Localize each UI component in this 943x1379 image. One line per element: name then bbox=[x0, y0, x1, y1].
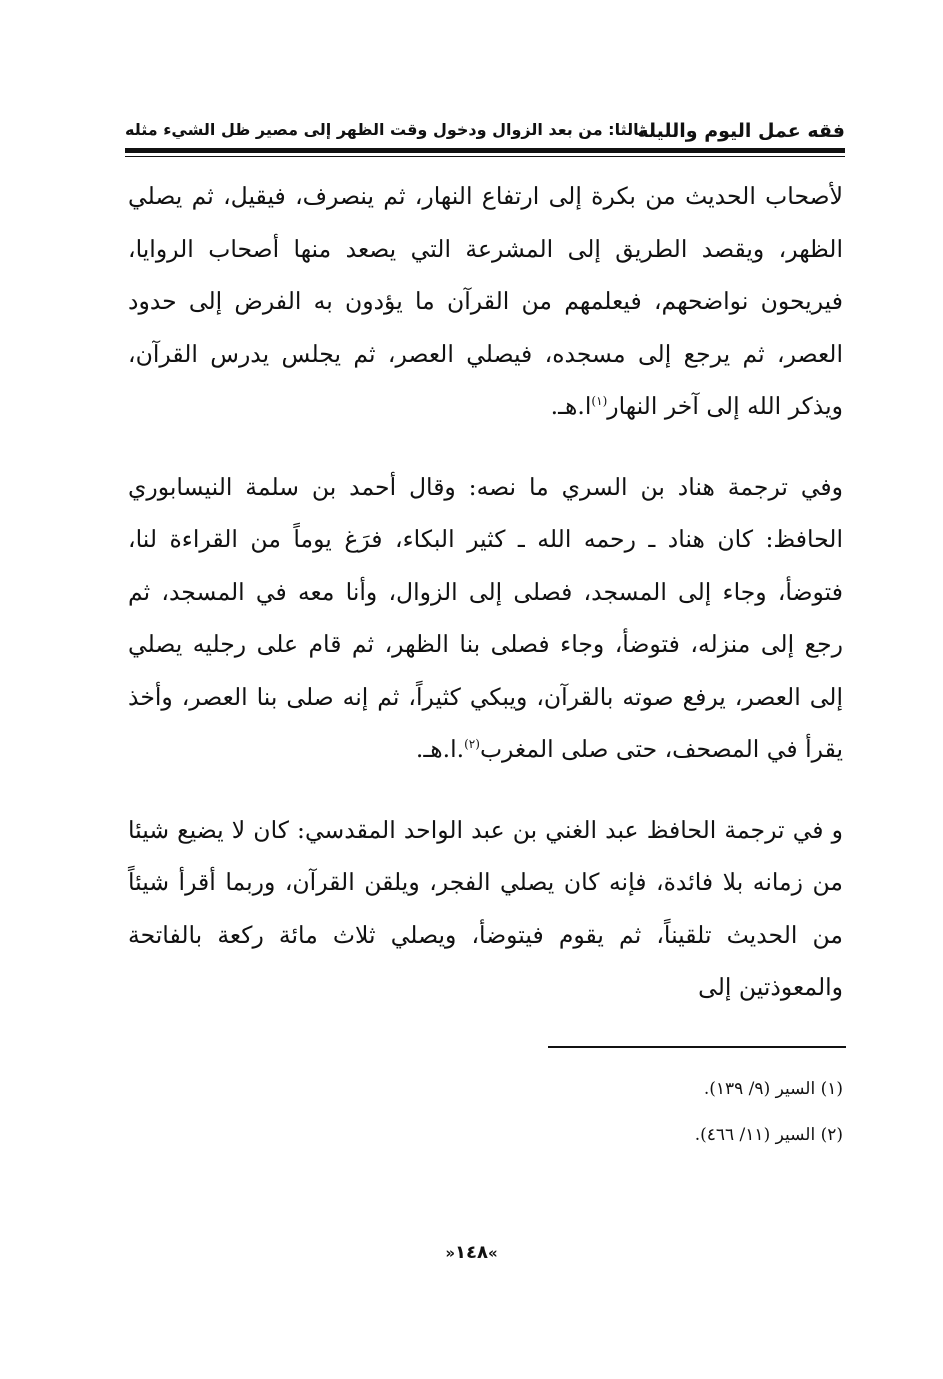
main-text bbox=[128, 170, 843, 1014]
paragraph-2 bbox=[128, 461, 843, 776]
paragraph-3: و في ترجمة الحافظ عبد الغني بن عبد الواحد المقدسي: كان لا يضيع شيئا من زمانه بلا فائدة، فإنه كان يصلي الفجر، ويلقن القرآن، وربما أقرأ شيئاً من الحديث تلقيناً، ثم يقوم فيتوضأ، ويصلي ثلاث مائة ركعة بالفاتحة والمعوذتين إلى bbox=[128, 815, 843, 1001]
book-title: فقه عمل اليوم والليلة bbox=[637, 120, 845, 142]
chapter-title: ثالثا: من بعد الزوال ودخول وقت الظهر إلى مصير ظل الشيء مثله bbox=[125, 120, 646, 139]
page-number-value: ١٤٨ bbox=[455, 1242, 488, 1263]
paragraph-1-end: ا.هـ. bbox=[550, 392, 592, 420]
page-number-ornament-right: » bbox=[487, 1244, 498, 1262]
header-rule-thick bbox=[125, 148, 845, 153]
footnote-ref-1[interactable]: (١) bbox=[591, 394, 608, 409]
page-number-ornament-left: « bbox=[445, 1244, 456, 1262]
paragraph-2-end: .ا.هـ. bbox=[415, 735, 465, 763]
footnote-1: (١) السير (٩/ ١٣٩). bbox=[703, 1079, 843, 1099]
footnote-2: (٢) السير (١١/ ٤٦٦). bbox=[694, 1125, 843, 1145]
running-header bbox=[125, 118, 845, 148]
page-number bbox=[0, 1242, 943, 1263]
paragraph-2-text: وفي ترجمة هناد بن السري ما نصه: وقال أحمد بن سلمة النيسابوري الحافظ: كان هناد ـ رحمه الله ـ كثير البكاء، فرَغ يوماً من القراءة لنا، فتوضأ، وجاء إلى المسجد، فصلى إلى الزوال، وأنا معه في المسجد، ثم رجع إلى منزله، فتوضأ، وجاء فصلى بنا الظهر، ثم قام على رجليه يصلي إلى العصر، يرفع صوته بالقرآن، ويبكي كثيراً، ثم إنه صلى بنا العصر، وأخذ يقرأ في المصحف، حتى صلى المغرب bbox=[128, 472, 843, 763]
header-rule-thin bbox=[125, 156, 845, 157]
paragraph-1 bbox=[128, 170, 843, 433]
footnote-ref-2[interactable]: (٢) bbox=[464, 737, 480, 752]
footnotes bbox=[443, 1066, 843, 1158]
paragraph-1-text: لأصحاب الحديث من بكرة إلى ارتفاع النهار، ثم ينصرف، فيقيل، ثم يصلي الظهر، ويقصد الطريق إلى المشرعة التي يصعد منها أصحاب الروايا، فيريحون نواضحهم، فيعلمهم من القرآن ما يؤدون به الفرض إلى حدود العصر، ثم يرجع إلى مسجده، فيصلي العصر، ثم يجلس يدرس القرآن، ويذكر الله إلى آخر النهار bbox=[128, 182, 843, 420]
footnote-separator bbox=[548, 1046, 846, 1048]
